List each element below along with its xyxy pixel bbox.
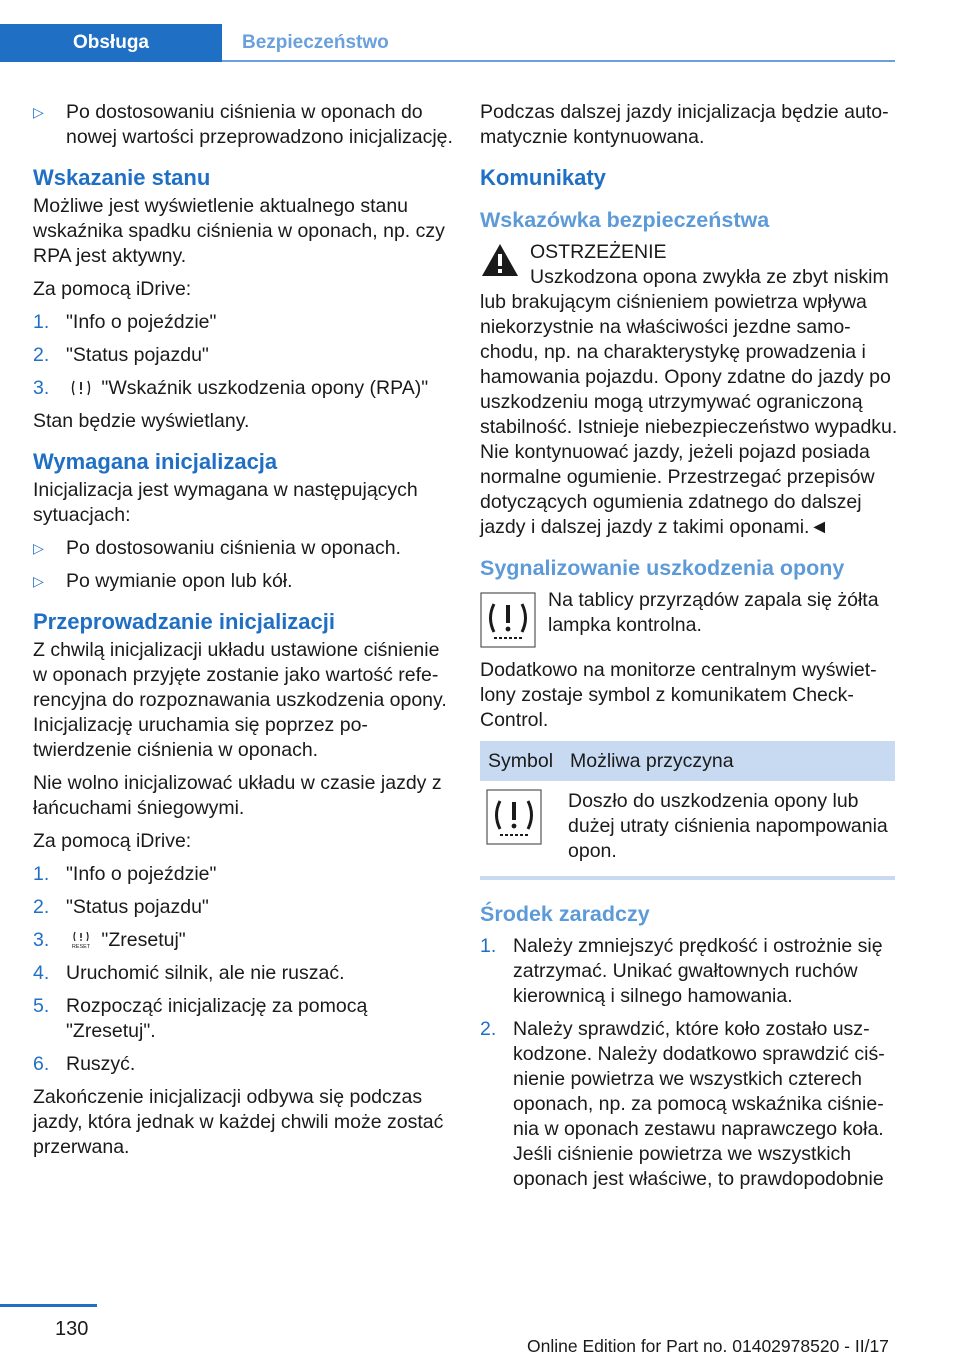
table-header-cause: Możliwa przyczyna bbox=[562, 741, 895, 781]
symbol-table bbox=[480, 741, 895, 880]
tab-bezpieczenstwo[interactable]: Bezpieczeństwo bbox=[222, 24, 895, 62]
list-item: 6. Ruszyć. bbox=[33, 1053, 136, 1075]
paragraph: Podczas dalszej jazdy inicjalizacja będzie automatycznie kontynuowana. bbox=[480, 101, 889, 148]
section-tabs bbox=[0, 24, 895, 62]
warning-text: Uszkodzona opona zwykła ze zbyt niskim lub brakującym ciśnieniem powietrza wpływa niekorzystnie na właściwości jezdne samochodu, np. na charakterystykę prowadzenia i hamowania pojazdu. Opony zdatne do jazdy po uszkodzeniu mogą utrzymywać ograniczoną stabilność. Istnieje niebezpieczeństwo wypadku. Nie kontynuować jazdy, jeżeli pojazd posiada normalne ogumienie. Przestrzegać przepisów dotyczących ogumienia zdatnego do dalszej jazdy i dalszej jazdy z takimi oponami.◄ bbox=[480, 266, 898, 538]
bullet-triangle-icon: ▷ bbox=[33, 104, 44, 120]
tire-warning-icon bbox=[486, 789, 542, 845]
list-item: 5. Rozpocząć inicjalizację za pomocą "Zresetuj". bbox=[33, 995, 368, 1042]
svg-text:RESET: RESET bbox=[71, 944, 91, 949]
heading-remedy: Środek zaradczy bbox=[480, 902, 650, 926]
paragraph: Za pomocą iDrive: bbox=[33, 278, 192, 300]
page-number: 130 bbox=[55, 1318, 89, 1340]
list-item: 2. "Status pojazdu" bbox=[33, 896, 209, 918]
list-item: ▷ Po dostosowaniu ciśnienia w oponach do nowej wartości przeprowadzono inicjalizację. bbox=[33, 101, 453, 148]
paragraph: Za pomocą iDrive: bbox=[33, 830, 192, 852]
tire-warning-icon bbox=[480, 592, 536, 648]
warning-box bbox=[480, 240, 898, 540]
footer-rule bbox=[0, 1304, 97, 1307]
heading-tire-damage-signal: Sygnalizowanie uszkodzenia opony bbox=[480, 556, 845, 580]
paragraph: Stan będzie wyświetlany. bbox=[33, 410, 250, 432]
heading-required-init: Wymagana inicjalizacja bbox=[33, 449, 278, 474]
list-item: ▷ Po wymianie opon lub kół. bbox=[33, 570, 293, 592]
paragraph: Możliwe jest wyświetlenie aktualnego stanu wskaźnika spadku ciśnienia w oponach, np. czy RPA jest aktywny. bbox=[33, 195, 445, 267]
warning-triangle-icon bbox=[480, 242, 520, 278]
heading-safety-note: Wskazówka bezpieczeństwa bbox=[480, 208, 770, 232]
list-item: ▷ Po dostosowaniu ciśnienia w oponach. bbox=[33, 537, 401, 559]
edition-note: Online Edition for Part no. 01402978520 - II/17 bbox=[527, 1336, 889, 1356]
list-item: 4. Uruchomić silnik, ale nie ruszać. bbox=[33, 962, 345, 984]
right-column bbox=[480, 100, 898, 1200]
paragraph: Zakończenie inicjalizacji odbywa się podczas jazdy, która jednak w każdej chwili może zostać przerwana. bbox=[33, 1086, 444, 1158]
table-cell-cause: Doszło do uszkodzenia opony lub dużej utraty ciśnienia napompowania opon. bbox=[562, 781, 895, 878]
list-item: 1. Należy zmniejszyć prędkość i ostrożnie się zatrzymać. Unikać gwałtownych ruchów kierownicą i silnego hamowania. bbox=[480, 935, 883, 1007]
heading-messages: Komunikaty bbox=[480, 165, 606, 190]
table-row bbox=[480, 781, 895, 878]
bullet-triangle-icon: ▷ bbox=[33, 573, 44, 589]
left-column bbox=[33, 100, 453, 1168]
table-header-symbol: Symbol bbox=[480, 741, 562, 781]
warning-title: OSTRZEŻENIE bbox=[530, 241, 667, 263]
bullet-triangle-icon: ▷ bbox=[33, 540, 44, 556]
signal-row bbox=[480, 588, 898, 648]
signal-text: Na tablicy przyrządów zapala się żółta lampka kontrolna. bbox=[548, 589, 879, 636]
paragraph: Inicjalizacja jest wymagana w następujących sytuacjach: bbox=[33, 479, 418, 526]
list-item: 3. "Wskaźnik uszkodzenia opony (RPA)" bbox=[33, 377, 429, 399]
paragraph: Nie wolno inicjalizować układu w czasie jazdy z łańcuchami śniegowymi. bbox=[33, 772, 442, 819]
list-item: 1. "Info o pojeździe" bbox=[33, 863, 217, 885]
tire-reset-icon bbox=[70, 931, 92, 949]
list-item: 3. RESET "Zresetuj" bbox=[33, 929, 186, 951]
list-item: 2. Należy sprawdzić, które koło zostało uszkodzone. Należy dodatkowo sprawdzić ciśnienie powietrza we wszystkich czterech oponach, np. za pomocą wskaźnika ciśnienia w oponach zestawu naprawczego koła. Jeśli ciśnienie powietrza we wszystkich oponach jest właściwe, to prawdopodobnie bbox=[480, 1018, 885, 1190]
paragraph: Z chwilą inicjalizacji układu ustawione ciśnienie w oponach przyjęte zostanie jako wartość referencyjna do rozpoznawania uszkodzenia opony. Inicjalizację uruchamia się poprzez potwierdzenie ciśnienia w oponach. bbox=[33, 639, 447, 761]
paragraph: Dodatkowo na monitorze centralnym wyświetlony zostaje symbol z komunikatem Check-Control. bbox=[480, 659, 877, 731]
list-item: 2. "Status pojazdu" bbox=[33, 344, 209, 366]
tab-obsluga[interactable]: Obsługa bbox=[0, 24, 222, 62]
heading-perform-init: Przeprowadzanie inicjalizacji bbox=[33, 609, 335, 634]
list-item: 1. "Info o pojeździe" bbox=[33, 311, 217, 333]
tire-warning-icon bbox=[70, 379, 92, 397]
heading-status: Wskazanie stanu bbox=[33, 165, 211, 190]
